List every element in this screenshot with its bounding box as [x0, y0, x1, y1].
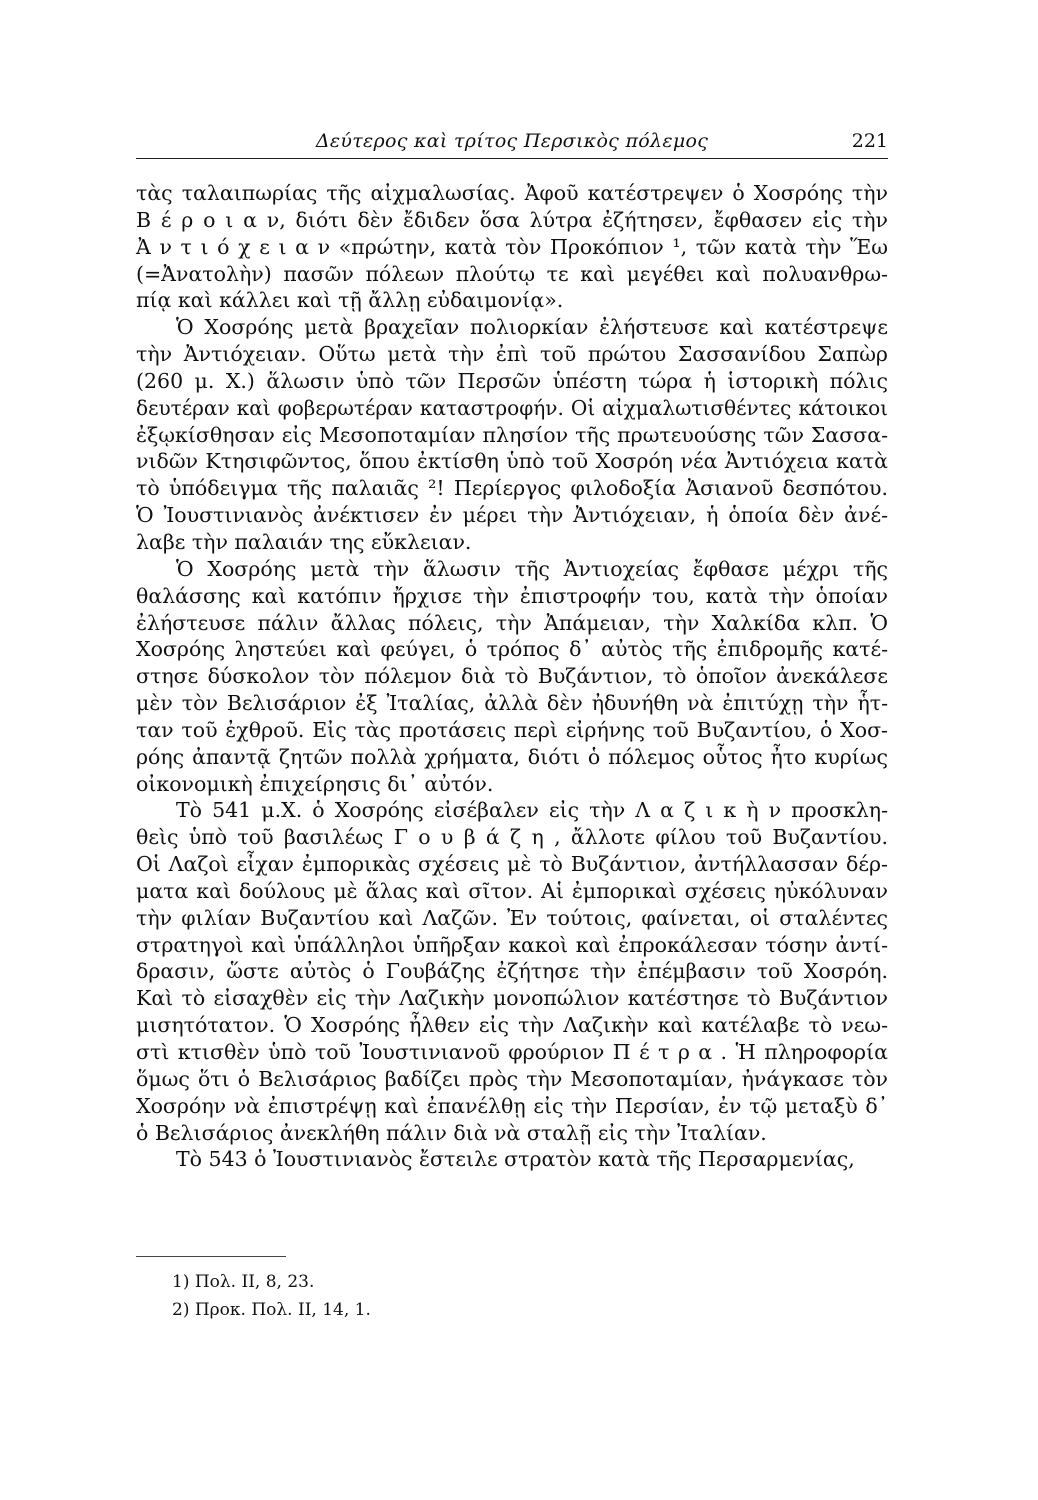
text-line: Β έ ρ ο ι α ν, διότι δὲν ἔδιδεν ὅσα λύτρα ἐζήτησεν, ἔφθασεν εἰς τὴν [136, 207, 888, 232]
paragraph-start-line: Τὸ 543 ὁ Ἰουστινιανὸς ἔστειλε στρατὸν κατὰ τῆς Περσαρμενίας, [176, 1147, 855, 1172]
text-line: (260 μ. Χ.) ἅλωσιν ὑπὸ τῶν Περσῶν ὑπέστη τώρα ἡ ἱστορικὴ πόλις [136, 368, 888, 393]
text-line: Οἱ Λαζοὶ εἶχαν ἐμπορικὰς σχέσεις μὲ τὸ Βυζάντιον, ἀντήλλασσαν δέρ- [136, 852, 888, 877]
running-header [136, 128, 888, 158]
text-line: ματα καὶ δούλους μὲ ἅλας καὶ σῖτον. Αἱ ἐμπορικαὶ σχέσεις ηὐκόλυναν [136, 878, 888, 903]
text-line: στὶ κτισθὲν ὑπὸ τοῦ Ἰουστινιανοῦ φρούριον Π έ τ ρ α . Ἡ πληροφορία [136, 1040, 888, 1064]
paragraph-start-line: Τὸ 541 μ.Χ. ὁ Χοσρόης εἰσέβαλεν εἰς τὴν Λ α ζ ι κ ὴ ν προσκλη- [176, 798, 888, 823]
text-line: μὲν τὸν Βελισάριον ἐξ Ἰταλίας, ἀλλὰ δὲν ἠδυνήθη νὰ ἐπιτύχῃ τὴν ἧτ- [136, 691, 888, 716]
text-line: θεὶς ὑπὸ τοῦ βασιλέως Γ ο υ β ά ζ η , ἄλλοτε φίλου τοῦ Βυζαντίου. [136, 825, 888, 850]
text-line: Ὁ Ἰουστινιανὸς ἀνέκτισεν ἐν μέρει τὴν Ἀντιόχειαν, ἡ ὁποία δὲν ἀνέ- [136, 503, 888, 528]
header-rule [136, 158, 888, 159]
text-line: δευτέραν καὶ φοβερωτέραν καταστροφήν. Οἱ αἰχμαλωτισθέντες κάτοικοι [136, 395, 888, 420]
text-line: λαβε τὴν παλαιάν της εὔκλειαν. [136, 529, 472, 554]
text-line: μισητότατον. Ὁ Χοσρόης ἦλθεν εἰς τὴν Λαζικὴν καὶ κατέλαβε τὸ νεω- [136, 1013, 888, 1038]
text-line: πίᾳ καὶ κάλλει καὶ τῇ ἄλλῃ εὐδαιμονίᾳ». [136, 288, 564, 313]
text-line: Καὶ τὸ εἰσαχθὲν εἰς τὴν Λαζικὴν μονοπώλιον κατέστησε τὸ Βυζάντιον [136, 986, 888, 1011]
text-line: ρόης ἀπαντᾷ ζητῶν πολλὰ χρήματα, διότι ὁ πόλεμος οὗτος ἦτο κυρίως [136, 744, 888, 769]
text-line: θαλάσσης καὶ κατόπιν ἤρχισε τὴν ἐπιστροφήν του, κατὰ τὴν ὁποίαν [136, 583, 888, 608]
text-line: Χοσρόην νὰ ἐπιστρέψῃ καὶ ἐπανέλθῃ εἰς τὴν Περσίαν, ἐν τῷ μεταξὺ δ᾽ [136, 1093, 888, 1118]
text-line: τὰς ταλαιπωρίας τῆς αἰχμαλωσίας. Ἀφοῦ κατέστρεψεν ὁ Χοσρόης τὴν [136, 181, 888, 205]
text-line: ὅμως ὅτι ὁ Βελισάριος βαδίζει πρὸς τὴν Μεσοποταμίαν, ἠνάγκασε τὸν [136, 1066, 888, 1091]
text-line: (=Ἀνατολὴν) πασῶν πόλεων πλούτῳ τε καὶ μεγέθει καὶ πολυανθρω- [136, 261, 888, 286]
text-line: ταν τοῦ ἐχθροῦ. Εἰς τὰς προτάσεις περὶ εἰρήνης τοῦ Βυζαντίου, ὁ Χοσ- [136, 717, 888, 742]
text-line: νιδῶν Κτησιφῶντος, ὅπου ἐκτίσθη ὑπὸ τοῦ Χοσρόη νέα Ἀντιόχεια κατὰ [136, 449, 888, 474]
text-line: στησε δύσκολον τὸν πόλεμον διὰ τὸ Βυζάντιον, τὸ ὁποῖον ἀνεκάλεσε [136, 664, 888, 689]
text-line: οἰκονομικὴ ἐπιχείρησις δι᾽ αὐτόν. [136, 771, 494, 796]
footnote: 2) Προκ. Πολ. II, 14, 1. [172, 1300, 371, 1320]
text-line: τὴν Ἀντιόχειαν. Οὕτω μετὰ τὴν ἐπὶ τοῦ πρώτου Σασσανίδου Σαπὼρ [136, 342, 888, 367]
page-number: 221 [851, 130, 888, 152]
running-title: Δεύτερος καὶ τρίτος Περσικὸς πόλεμος [315, 130, 709, 152]
paragraph-start-line: Ὁ Χοσρόης μετὰ βραχεῖαν πολιορκίαν ἐλήστευσε καὶ κατέστρεψε [176, 315, 888, 340]
text-line: τὸ ὑπόδειγμα τῆς παλαιᾶς ²! Περίεργος φιλοδοξία Ἀσιανοῦ δεσπότου. [136, 476, 888, 501]
text-line: Ἀ ν τ ι ό χ ε ι α ν «πρώτην, κατὰ τὸν Προκόπιον ¹, τῶν κατὰ τὴν Ἕω [136, 234, 888, 259]
footnote: 1) Πολ. II, 8, 23. [172, 1272, 315, 1292]
text-line: ἐξῳκίσθησαν εἰς Μεσοποταμίαν πλησίον τῆς πρωτευούσης τῶν Σασσα- [136, 422, 888, 447]
text-line: ἐλήστευσε πάλιν ἄλλας πόλεις, τὴν Ἀπάμειαν, τὴν Χαλκίδα κλπ. Ὁ [136, 610, 888, 635]
text-line: τὴν φιλίαν Βυζαντίου καὶ Λαζῶν. Ἐν τούτοις, φαίνεται, οἱ σταλέντες [136, 905, 888, 930]
body-text [136, 180, 888, 1173]
text-line: δρασιν, ὥστε αὐτὸς ὁ Γουβάζης ἐζήτησε τὴν ἐπέμβασιν τοῦ Χοσρόη. [136, 959, 888, 984]
footnotes [172, 1268, 772, 1324]
paragraph-start-line: Ὁ Χοσρόης μετὰ τὴν ἅλωσιν τῆς Ἀντιοχείας ἔφθασε μέχρι τῆς [176, 556, 888, 581]
text-line: ὁ Βελισάριος ἀνεκλήθη πάλιν διὰ νὰ σταλῇ εἰς τὴν Ἰταλίαν. [136, 1120, 767, 1145]
footnote-rule [136, 1256, 286, 1257]
text-line: Χοσρόης ληστεύει καὶ φεύγει, ὁ τρόπος δ᾽ αὐτὸς τῆς ἐπιδρομῆς κατέ- [136, 637, 888, 662]
text-line: στρατηγοὶ καὶ ὑπάλληλοι ὑπῆρξαν κακοὶ καὶ ἐπροκάλεσαν τόσην ἀντί- [136, 932, 888, 957]
